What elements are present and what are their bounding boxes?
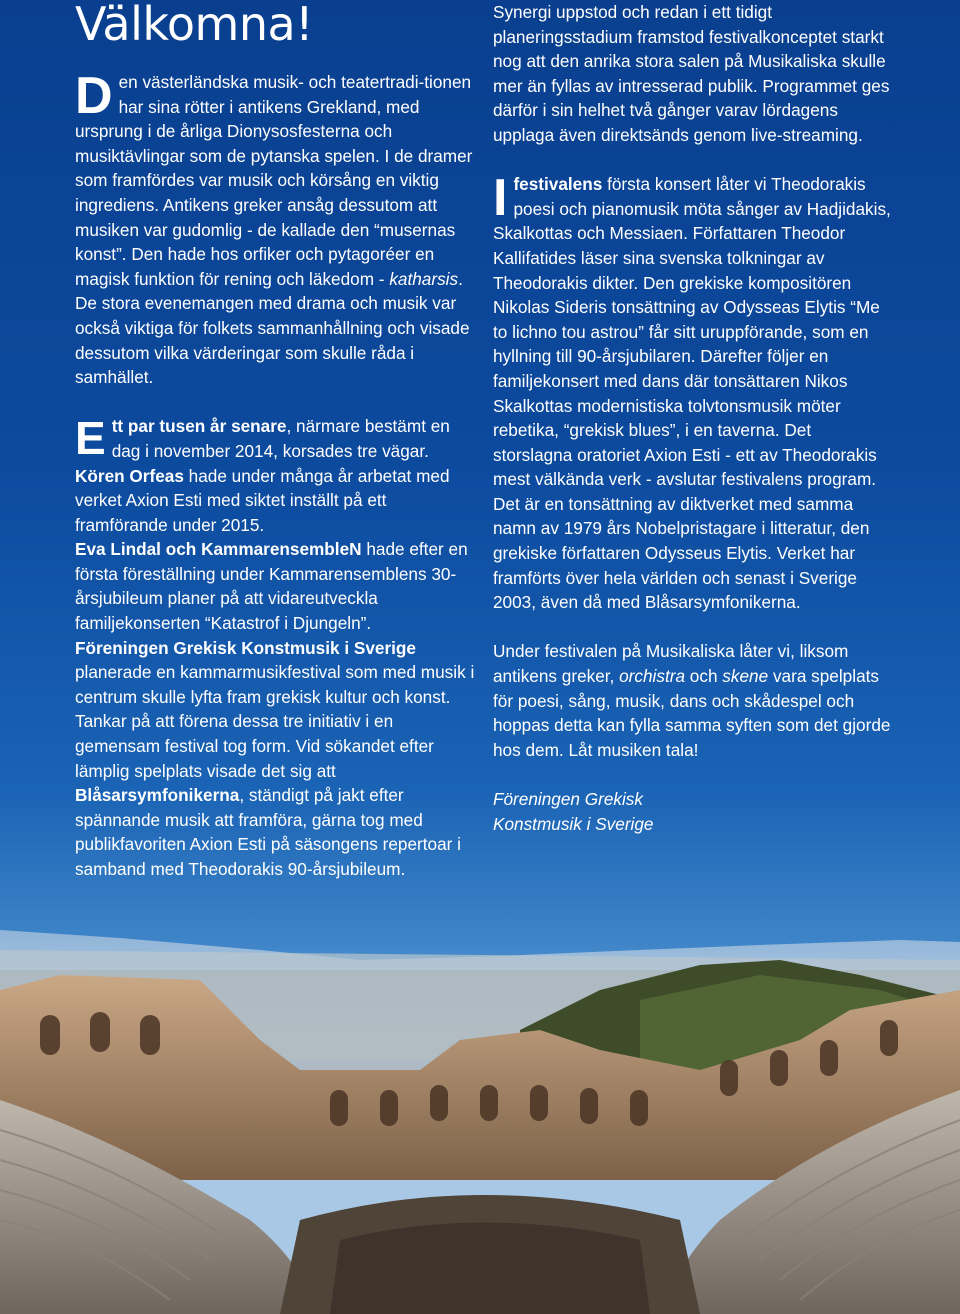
paragraph-orfeas: Kören Orfeas hade under många år arbetat med verket Axion Esti med siktet inställt på ett framförande under 2015. [75, 465, 450, 535]
odeon-theatre-photo [0, 920, 960, 1314]
drop-cap-d: D [75, 67, 113, 125]
drop-cap-i: I [493, 169, 508, 228]
signature: Föreningen Grekisk Konstmusik i Sverige [493, 789, 654, 834]
paragraph-kammarensemblen: Eva Lindal och KammarensembleN hade efter en första föreställning under Kammarensemblens 30-årsjubileum planer på att vidareutveckla familjekonserten “Katastrof i Djungeln”. [75, 539, 468, 634]
paragraph-program: Ifestivalens första konsert låter vi Theodorakis poesi och pianomusik möta sånger av Hadjidakis, Skalkottas och Messiaen. Författaren Theodor Kallifatides läser sina svenska tolkningar av Theodorakis dikter. Den grekiske kompositören Nikolas Sideris tonsättning av Odysseas Elytis “Me to lichno tou astrou” får sitt uruppförande, som en hyllning till 90-årsjubilaren. Därefter följer en familjekonsert med dans där tonsättaren Nikos Skalkottas modernistiska tolvtonsmusik möter rebetika, “grekisk blues”, i en taverna. Det storslagna oratoriet Axion Esti - ett av Theodorakis mest välkända verk - avslutar festivalens program. Det är en tonsättning av diktverket med samma namn av 1979 års Nobelpristagare i litteratur, den grekiske författaren Odysseus Elytis. Verket har framförts över hela världen och senast i Sverige 2003, även då med Blåsarsymfonikerna. [493, 169, 891, 613]
paragraph-foreningen: Föreningen Grekisk Konstmusik i Sverige planerade en kammarmusikfestival som med musik i centrum skulle lyfta fram grekisk kultur och konst. [75, 637, 475, 707]
paragraph-three-paths: Ett par tusen år senare, närmare bestämt en dag i november 2014, korsades tre vägar. [75, 412, 450, 465]
intro-paragraph: Den västerländska musik- och teatertradi-tionen har sina rötter i antikens Grekland, med ursprung i de årliga Dionysosfesterna och musiktävlingar som de pytanska spelen. I de dramer som framfördes var musik och körsång en viktig ingrediens. Antikens greker ansåg dessutom att musiken var gudomlig - de kallade den “musernas konst”. Den hade hos orfiker och pytagoréer en magisk funktion för rening och läkedom - katharsis. De stora evenemangen med drama och musik var också viktiga för folkets sammanhållning och visade dessutom vilka värderingar som skulle råda i samhället. [75, 67, 473, 388]
paragraph-festival: Tankar på att förena dessa tre initiativ i en gemensam festival tog form. Vid sökandet efter lämplig spelplats visade det sig att Blåsarsymfonikerna, ständigt på jakt efter spännande musik att framföra, gärna tog med publikfavoriten Axion Esti på säsongens repertoar i samband med Theodorakis 90-årsjubileum. [75, 711, 461, 879]
paragraph-closing: Under festivalen på Musikaliska låter vi, liksom antikens greker, orchistra och skene vara spelplats för poesi, sång, musik, dans och skådespel och hoppas detta kan fylla samma syften som det gjorde hos dem. Låt musiken tala! [493, 641, 891, 760]
drop-cap-e: E [75, 412, 106, 465]
paragraph-synergi: Synergi uppstod och redan i ett tidigt planeringsstadium framstod festivalkonceptet starkt nog att den anrika stora salen på Musikaliska skulle mer än fyllas av intresserad publik. Programmet ges därför i sin helhet två gånger varav lördagens upplaga även direktsänds genom live-streaming. [493, 2, 890, 145]
right-column [493, 0, 893, 836]
page-title: Välkomna! [75, 0, 314, 51]
left-column [75, 67, 475, 882]
